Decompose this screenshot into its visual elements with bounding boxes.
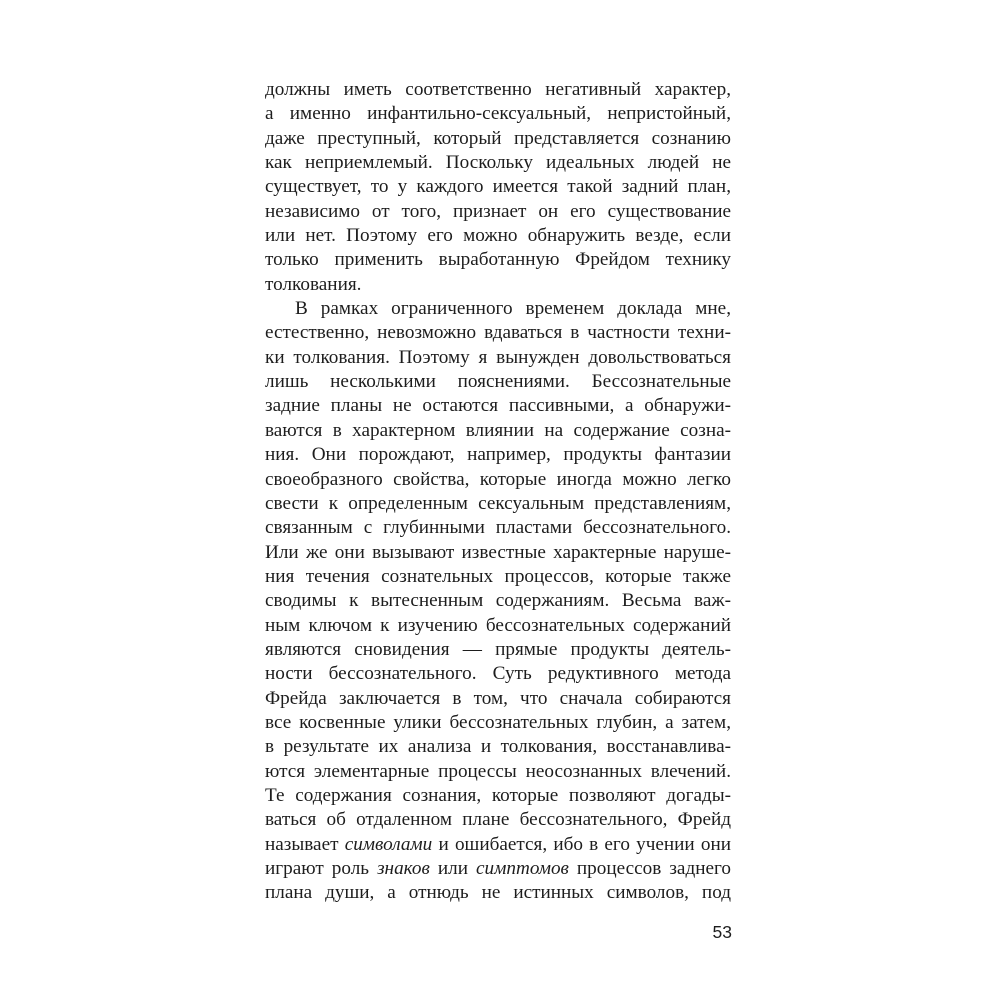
text-line: толкования.	[265, 273, 362, 295]
text-line: ки толкования. Поэтому я вынужден довольствоваться	[265, 346, 731, 368]
text-segment: или	[429, 858, 477, 879]
text-line: своеобразного свойства, которые иногда можно легко	[265, 468, 731, 490]
text-line: или нет. Поэтому его можно обнаружить везде, если	[265, 225, 731, 247]
paragraph-first-line: В рамках ограниченного временем доклада мне,	[295, 298, 731, 320]
text-line: сводимы к вытесненным содержаниям. Весьма важ-	[265, 590, 731, 612]
text-line: естественно, невозможно вдаваться в частности техни-	[265, 322, 731, 344]
text-line-with-emphasis	[265, 857, 731, 881]
body-text	[265, 78, 731, 906]
text-line: свести к определенным сексуальным представлениям,	[265, 492, 731, 514]
text-line: ются элементарные процессы неосознанных влечений.	[265, 760, 731, 782]
text-line-with-emphasis	[265, 833, 731, 857]
text-line: задние планы не остаются пассивными, а обнаружи-	[265, 395, 731, 417]
text-line: должны иметь соответственно негативный характер,	[265, 79, 731, 100]
text-line: как неприемлемый. Поскольку идеальных людей не	[265, 152, 731, 174]
text-segment: и ошибается, ибо в его учении они	[432, 833, 732, 855]
text-line: ности бессознательного. Суть редуктивного метода	[265, 663, 731, 685]
text-line: независимо от того, признает он его существование	[265, 200, 731, 222]
text-line: только применить выработанную Фрейдом технику	[265, 249, 731, 271]
text-line: лишь несколькими пояснениями. Бессознательные	[265, 371, 731, 393]
text-line: в результате их анализа и толкования, восстанавлива-	[265, 736, 731, 758]
text-line: даже преступный, который представляется сознанию	[265, 127, 731, 149]
text-line: ваться об отдаленном плане бессознательного, Фрейд	[265, 809, 731, 831]
text-line: Те содержания сознания, которые позволяют догады-	[265, 784, 731, 806]
text-line: Или же они вызывают известные характерные наруше-	[265, 541, 731, 563]
text-line: все косвенные улики бессознательных глубин, а затем,	[265, 711, 731, 733]
text-line: существует, то у каждого имеется такой задний план,	[265, 176, 731, 198]
text-line: ния. Они порождают, например, продукты фантазии	[265, 444, 731, 466]
text-segment: называет	[265, 833, 345, 855]
text-line: связанным с глубинными пластами бессознательного.	[265, 517, 731, 539]
page-number: 53	[712, 922, 732, 942]
text-line: ваются в характерном влиянии на содержание созна-	[265, 419, 731, 441]
emphasized-term: симптомов	[476, 858, 569, 879]
text-line: ным ключом к изучению бессознательных содержаний	[265, 614, 731, 636]
text-segment: процессов заднего	[568, 858, 731, 879]
text-line: плана души, а отнюдь не истинных символов, под	[265, 882, 731, 904]
text-line: ния течения сознательных процессов, которые также	[265, 565, 731, 587]
emphasized-term: символами	[344, 833, 433, 855]
text-segment: играют роль	[265, 858, 378, 879]
text-line: являются сновидения — прямые продукты деятель-	[265, 638, 731, 660]
text-line: а именно инфантильно-сексуальный, непристойный,	[265, 103, 731, 125]
text-line: Фрейда заключается в том, что сначала собираются	[265, 687, 731, 709]
emphasized-term: знаков	[377, 858, 430, 879]
